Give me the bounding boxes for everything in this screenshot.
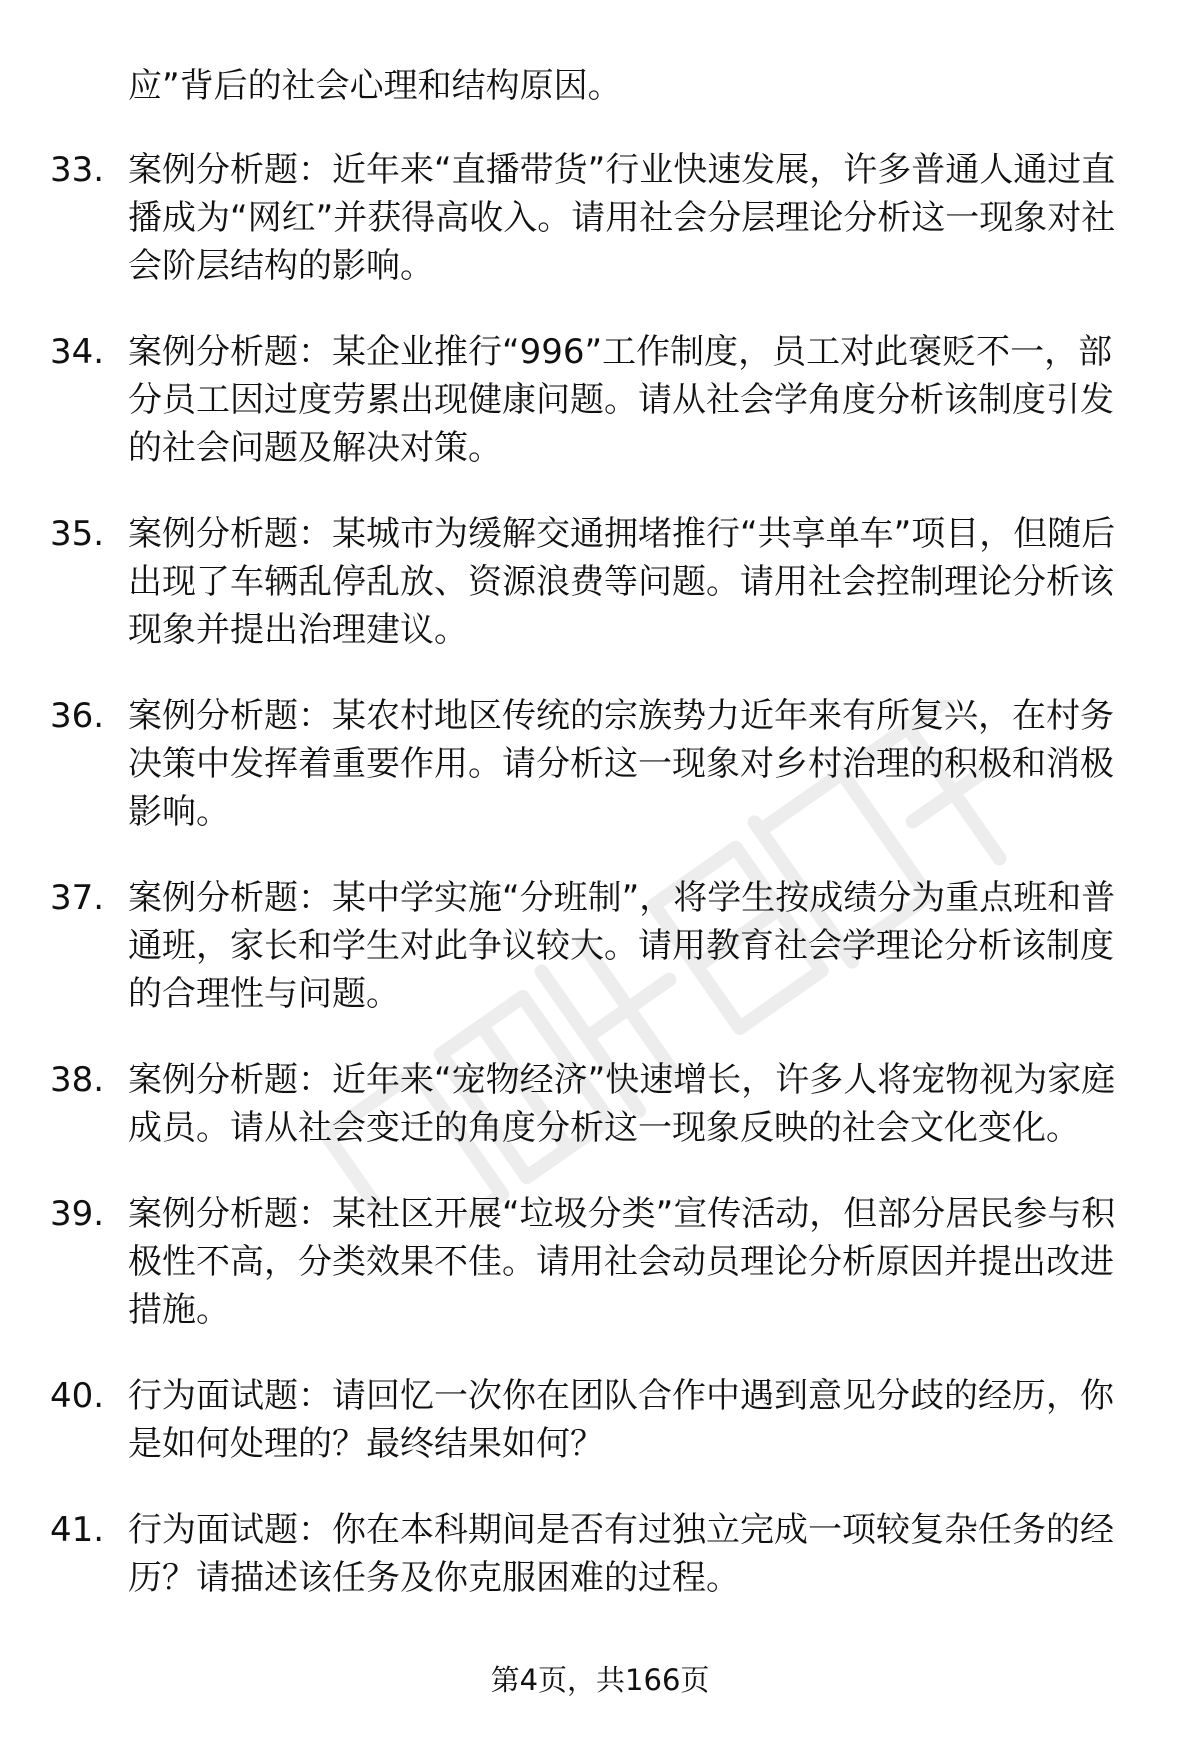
- question-text: 案例分析题：某社区开展“垃圾分类”宣传活动，但部分居民参与积极性不高，分类效果不佳。请用社会动员理论分析原因并提出改进措施。: [128, 1194, 1116, 1330]
- question-item: [50, 328, 1145, 472]
- question-number: 39.: [50, 1194, 105, 1234]
- question-text: 案例分析题：某城市为缓解交通拥堵推行“共享单车”项目，但随后出现了车辆乱停乱放、资源浪费等问题。请用社会控制理论分析该现象并提出治理建议。: [128, 514, 1116, 650]
- question-number: 35.: [50, 514, 105, 554]
- question-item: [50, 1190, 1145, 1334]
- continuation-text: 应”背后的社会心理和结构原因。: [128, 66, 622, 106]
- question-number: 34.: [50, 332, 105, 372]
- question-number: 33.: [50, 150, 105, 190]
- question-text: 案例分析题：某中学实施“分班制”，将学生按成绩分为重点班和普通班，家长和学生对此争议较大。请用教育社会学理论分析该制度的合理性与问题。: [128, 878, 1116, 1014]
- question-text: 行为面试题：你在本科期间是否有过独立完成一项较复杂任务的经历？请描述该任务及你克服困难的过程。: [128, 1510, 1114, 1598]
- question-text: 案例分析题：某农村地区传统的宗族势力近年来有所复兴，在村务决策中发挥着重要作用。请分析这一现象对乡村治理的积极和消极影响。: [128, 696, 1114, 832]
- question-list: [50, 146, 1145, 1640]
- question-item: [50, 146, 1145, 290]
- question-number: 36.: [50, 696, 105, 736]
- page-footer: 第4页，共166页: [490, 1663, 710, 1697]
- question-number: 38.: [50, 1060, 105, 1100]
- question-text: 案例分析题：某企业推行“996”工作制度，员工对此褒贬不一，部分员工因过度劳累出现健康问题。请从社会学角度分析该制度引发的社会问题及解决对策。: [128, 332, 1114, 468]
- question-number: 37.: [50, 878, 105, 918]
- question-item: [50, 692, 1145, 836]
- question-item: [50, 510, 1145, 654]
- question-item: [50, 1506, 1145, 1602]
- question-number: 40.: [50, 1376, 105, 1416]
- question-number: 41.: [50, 1510, 105, 1550]
- question-item: [50, 1056, 1145, 1152]
- question-text: 案例分析题：近年来“宠物经济”快速增长，许多人将宠物视为家庭成员。请从社会变迁的角度分析这一现象反映的社会文化变化。: [128, 1060, 1116, 1148]
- question-item: [50, 1372, 1145, 1468]
- question-item: [50, 874, 1145, 1018]
- question-text: 行为面试题：请回忆一次你在团队合作中遇到意见分歧的经历，你是如何处理的？最终结果如何？: [128, 1376, 1114, 1464]
- question-text: 案例分析题：近年来“直播带货”行业快速发展，许多普通人通过直播成为“网红”并获得高收入。请用社会分层理论分析这一现象对社会阶层结构的影响。: [128, 150, 1116, 286]
